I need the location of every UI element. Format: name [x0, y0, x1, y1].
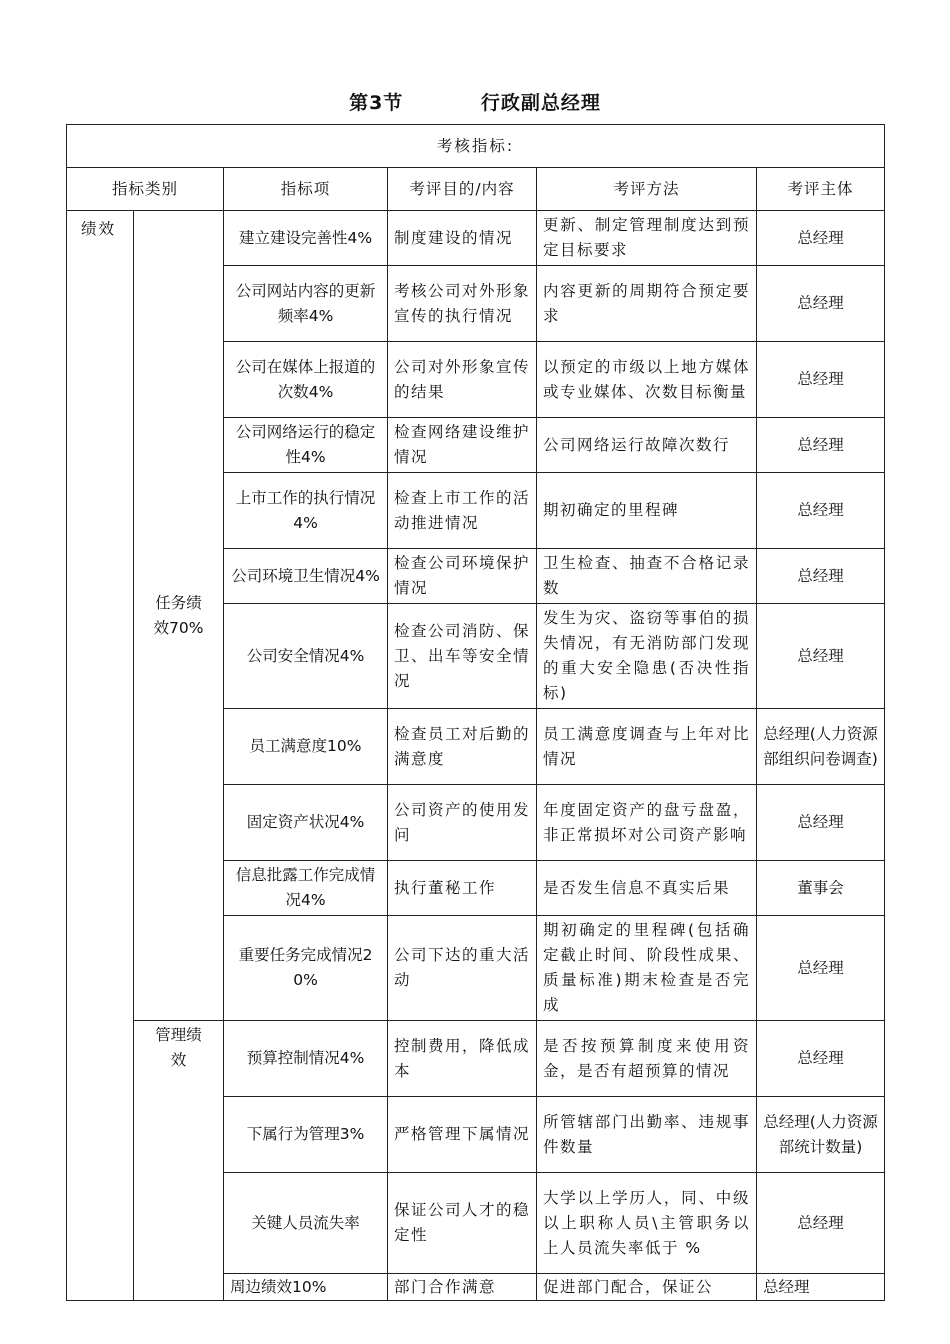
indicator-method: 所管辖部门出勤率、违规事件数量 — [537, 1097, 757, 1173]
section-number: 第3节 — [349, 92, 404, 114]
indicator-item: 员工满意度10% — [224, 709, 388, 785]
indicator-method: 促进部门配合，保证公 — [537, 1274, 757, 1301]
indicator-subject: 总经理 — [757, 211, 885, 266]
indicator-subject: 总经理 — [757, 342, 885, 418]
indicator-method: 期初确定的里程碑(包括确定截止时间、阶段性成果、质量标准)期末检查是否完成 — [537, 916, 757, 1021]
indicator-subject: 总经理 — [757, 604, 885, 709]
indicator-item: 预算控制情况4% — [224, 1021, 388, 1097]
indicator-method: 内容更新的周期符合预定要求 — [537, 266, 757, 342]
indicator-purpose: 公司下达的重大活动 — [388, 916, 537, 1021]
indicator-item: 公司网络运行的稳定性4% — [224, 418, 388, 473]
indicator-item: 公司环境卫生情况4% — [224, 549, 388, 604]
indicator-item: 重要任务完成情况20% — [224, 916, 388, 1021]
category-task: 任务绩效70% — [134, 211, 224, 1021]
indicator-purpose: 严格管理下属情况 — [388, 1097, 537, 1173]
indicator-method: 公司网络运行故障次数行 — [537, 418, 757, 473]
indicator-method: 是否按预算制度来使用资金，是否有超预算的情况 — [537, 1021, 757, 1097]
header-method: 考评方法 — [537, 168, 757, 211]
indicator-subject: 董事会 — [757, 861, 885, 916]
indicator-purpose: 控制费用，降低成本 — [388, 1021, 537, 1097]
category-main: 绩效 — [67, 211, 134, 1301]
category-mgmt: 管理绩效 — [134, 1021, 224, 1301]
indicator-subject: 总经理 — [757, 1173, 885, 1274]
header-category: 指标类别 — [67, 168, 224, 211]
table-row — [67, 1021, 885, 1097]
indicator-item: 周边绩效10% — [224, 1274, 388, 1301]
indicator-subject: 总经理 — [757, 266, 885, 342]
indicator-method: 员工满意度调查与上年对比情况 — [537, 709, 757, 785]
indicator-purpose: 考核公司对外形象宣传的执行情况 — [388, 266, 537, 342]
indicator-method: 以预定的市级以上地方媒体或专业媒体、次数目标衡量 — [537, 342, 757, 418]
indicator-purpose: 检查公司消防、保卫、出车等安全情况 — [388, 604, 537, 709]
indicator-item: 信息批露工作完成情况4% — [224, 861, 388, 916]
indicator-item: 公司安全情况4% — [224, 604, 388, 709]
indicator-purpose: 检查上市工作的活动推进情况 — [388, 473, 537, 549]
indicator-method: 更新、制定管理制度达到预定目标要求 — [537, 211, 757, 266]
table-row — [67, 211, 885, 266]
indicator-item: 关键人员流失率 — [224, 1173, 388, 1274]
indicator-item: 固定资产状况4% — [224, 785, 388, 861]
indicator-purpose: 保证公司人才的稳定性 — [388, 1173, 537, 1274]
indicator-method: 卫生检查、抽查不合格记录数 — [537, 549, 757, 604]
indicator-purpose: 执行董秘工作 — [388, 861, 537, 916]
indicator-subject: 总经理 — [757, 785, 885, 861]
indicator-subject: 总经理(人力资源部组织问卷调查) — [757, 709, 885, 785]
indicator-subject: 总经理 — [757, 1274, 885, 1301]
indicator-method: 大学以上学历人，同、中级以上职称人员\主管职务以上人员流失率低于 % — [537, 1173, 757, 1274]
indicator-purpose: 公司资产的使用发问 — [388, 785, 537, 861]
section-name: 行政副总经理 — [480, 92, 601, 114]
indicator-item: 上市工作的执行情况4% — [224, 473, 388, 549]
indicator-purpose: 公司对外形象宣传的结果 — [388, 342, 537, 418]
header-subject: 考评主体 — [757, 168, 885, 211]
indicator-method: 发生为灾、盗窃等事伯的损失情况，有无消防部门发现的重大安全隐患(否决性指标) — [537, 604, 757, 709]
indicator-purpose: 制度建设的情况 — [388, 211, 537, 266]
indicator-subject: 总经理 — [757, 916, 885, 1021]
header-purpose: 考评目的/内容 — [388, 168, 537, 211]
indicator-subject: 总经理 — [757, 1021, 885, 1097]
indicator-method: 年度固定资产的盘亏盘盈，非正常损坏对公司资产影响 — [537, 785, 757, 861]
indicator-subject: 总经理(人力资源部统计数量) — [757, 1097, 885, 1173]
indicator-item: 建立建设完善性4% — [224, 211, 388, 266]
indicator-purpose: 检查员工对后勤的满意度 — [388, 709, 537, 785]
table-caption: 考核指标: — [67, 125, 885, 168]
indicator-purpose: 检查网络建设维护情况 — [388, 418, 537, 473]
indicator-subject: 总经理 — [757, 418, 885, 473]
page-title — [0, 88, 950, 115]
indicator-method: 是否发生信息不真实后果 — [537, 861, 757, 916]
indicator-subject: 总经理 — [757, 473, 885, 549]
kpi-table — [66, 124, 885, 1301]
indicator-purpose: 部门合作满意 — [388, 1274, 537, 1301]
indicator-item: 下属行为管理3% — [224, 1097, 388, 1173]
indicator-item: 公司网站内容的更新频率4% — [224, 266, 388, 342]
header-item: 指标项 — [224, 168, 388, 211]
indicator-purpose: 检查公司环境保护情况 — [388, 549, 537, 604]
indicator-item: 公司在媒体上报道的次数4% — [224, 342, 388, 418]
indicator-method: 期初确定的里程碑 — [537, 473, 757, 549]
indicator-subject: 总经理 — [757, 549, 885, 604]
